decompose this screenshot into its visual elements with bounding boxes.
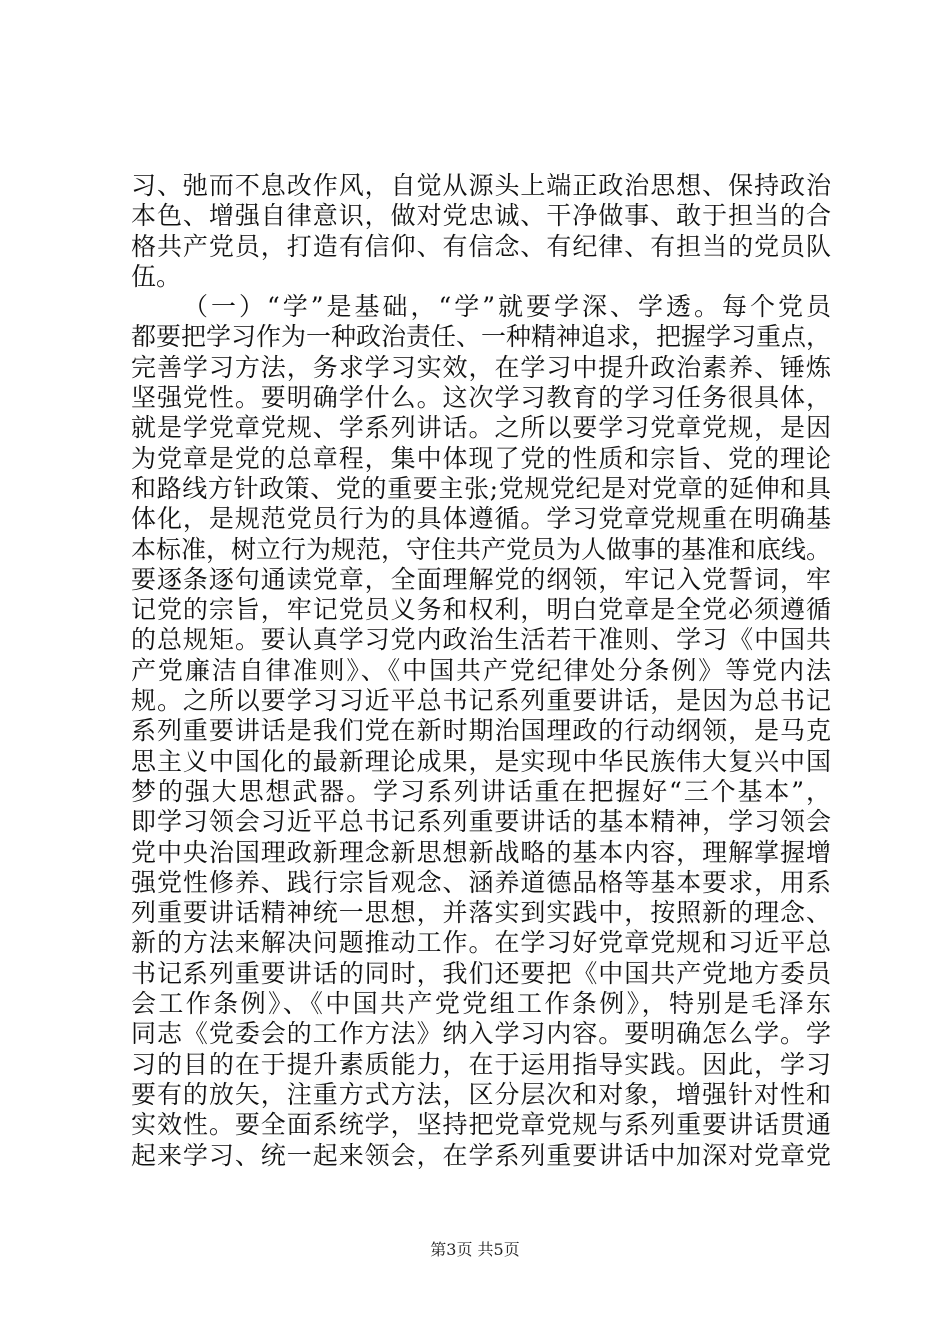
text-line: 即学习领会习近平总书记系列重要讲话的基本精神，学习领会 <box>131 807 831 837</box>
page-footer: 第3页 共5页 <box>430 1240 520 1259</box>
text-line: 党中央治国理政新理念新思想新战略的基本内容，理解掌握增 <box>131 837 831 867</box>
paragraph <box>131 292 831 1171</box>
text-line: 完善学习方法，务求学习实效，在学习中提升政治素养、锤炼 <box>131 352 831 382</box>
text-line: 要逐条逐句通读党章，全面理解党的纲领，牢记入党誓词，牢 <box>131 564 831 594</box>
text-line: 产党廉洁自律准则》、《中国共产党纪律处分条例》等党内法 <box>131 655 831 685</box>
text-line: 的总规矩。要认真学习党内政治生活若干准则、学习《中国共 <box>131 625 831 655</box>
text-line: 起来学习、统一起来领会，在学系列重要讲话中加深对党章党 <box>131 1140 831 1170</box>
text-line: 格共产党员，打造有信仰、有信念、有纪律、有担当的党员队 <box>131 231 831 261</box>
text-line: 本色、增强自律意识，做对党忠诚、干净做事、敢于担当的合 <box>131 201 831 231</box>
text-line: 习的目的在于提升素质能力，在于运用指导实践。因此，学习 <box>131 1049 831 1079</box>
text-line: 要有的放矢，注重方式方法，区分层次和对象，增强针对性和 <box>131 1079 831 1109</box>
text-line: 伍。 <box>131 261 182 291</box>
text-line: 都要把学习作为一种政治责任、一种精神追求，把握学习重点， <box>131 322 832 352</box>
paragraph <box>131 171 831 292</box>
text-line: 强党性修养、践行宗旨观念、涵养道德品格等基本要求，用系 <box>131 867 831 897</box>
body-text <box>131 171 831 1171</box>
text-line: （一）“学”是基础，“学”就要学深、学透。每个党员 <box>183 292 831 322</box>
text-line: 会工作条例》、《中国共产党党组工作条例》，特别是毛泽东 <box>131 989 831 1019</box>
text-line: 列重要讲话精神统一思想，并落实到实践中，按照新的理念、 <box>131 898 831 928</box>
text-line: 新的方法来解决问题推动工作。在学习好党章党规和习近平总 <box>131 928 831 958</box>
text-line: 本标准，树立行为规范，守住共产党员为人做事的基准和底线。 <box>131 534 832 564</box>
text-line: 实效性。要全面系统学，坚持把党章党规与系列重要讲话贯通 <box>131 1110 831 1140</box>
text-line: 规。之所以要学习习近平总书记系列重要讲话，是因为总书记 <box>131 686 831 716</box>
text-line: 书记系列重要讲话的同时，我们还要把《中国共产党地方委员 <box>131 958 831 988</box>
text-line: 思主义中国化的最新理论成果，是实现中华民族伟大复兴中国 <box>131 746 831 776</box>
text-line: 为党章是党的总章程，集中体现了党的性质和宗旨、党的理论 <box>131 443 831 473</box>
text-line: 梦的强大思想武器。学习系列讲话重在把握好“三个基本”， <box>131 776 831 806</box>
text-line: 记党的宗旨，牢记党员义务和权利，明白党章是全党必须遵循 <box>131 595 831 625</box>
text-line: 就是学党章党规、学系列讲话。之所以要学习党章党规，是因 <box>131 413 831 443</box>
text-line: 习、弛而不息改作风，自觉从源头上端正政治思想、保持政治 <box>131 171 831 200</box>
text-line: 同志《党委会的工作方法》纳入学习内容。要明确怎么学。学 <box>131 1019 831 1049</box>
text-line: 体化，是规范党员行为的具体遵循。学习党章党规重在明确基 <box>131 504 831 534</box>
text-line: 系列重要讲话是我们党在新时期治国理政的行动纲领，是马克 <box>131 716 831 746</box>
text-line: 坚强党性。要明确学什么。这次学习教育的学习任务很具体， <box>131 383 831 413</box>
text-line: 和路线方针政策、党的重要主张;党规党纪是对党章的延伸和具 <box>131 473 831 503</box>
